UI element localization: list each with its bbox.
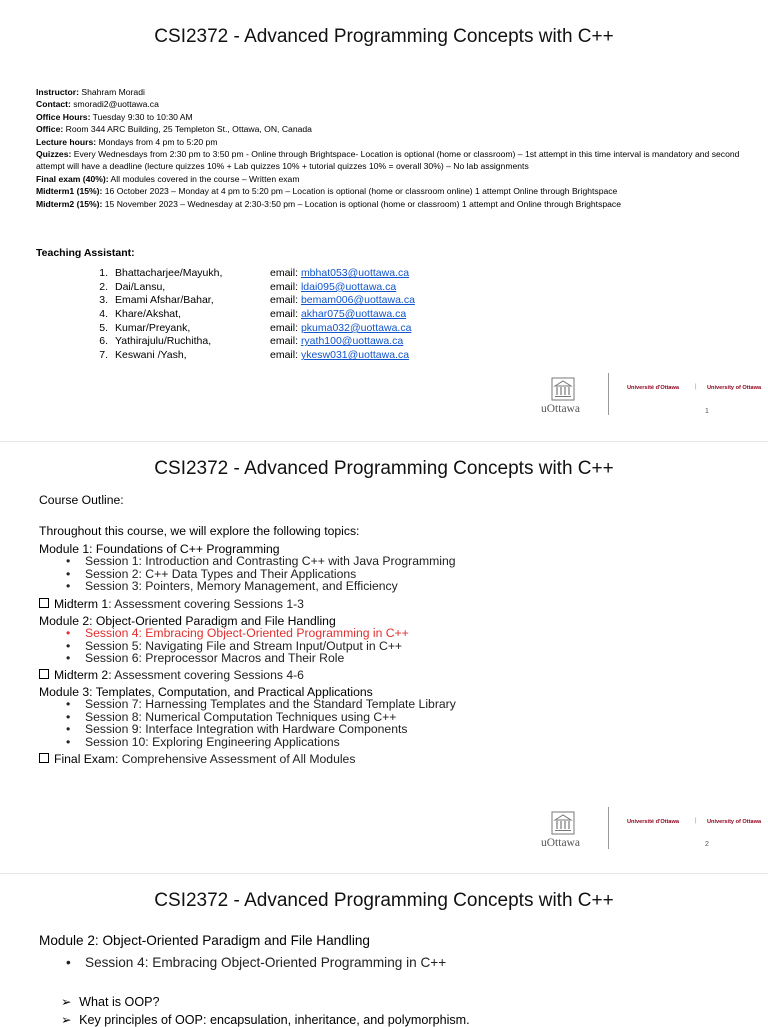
arrow-bullet-icon: ➢ — [61, 995, 72, 1009]
info-final-exam: Final exam (40%): All modules covered in the course – Written exam — [36, 173, 300, 184]
list-item: • Session 7: Harnessing Templates and the Standard Template Library — [66, 698, 456, 711]
ta-heading: Teaching Assistant: — [36, 247, 135, 259]
logo-divider — [608, 807, 609, 849]
slide1-title: CSI2372 - Advanced Programming Concepts with C++ — [154, 26, 614, 47]
info-office-hours: Office Hours: Tuesday 9:30 to 10:30 AM — [36, 111, 193, 122]
logo-divider — [608, 373, 609, 415]
checkbox-icon — [39, 669, 49, 679]
list-item: • Session 9: Interface Integration with Hardware Components — [66, 723, 456, 736]
logo-french-name: Université d'Ottawa — [627, 385, 679, 391]
uottawa-crest-icon — [551, 377, 575, 401]
logo-french-name: Université d'Ottawa — [627, 819, 679, 825]
ta-email-link[interactable]: ryath100@uottawa.ca — [300, 335, 404, 348]
ta-email-link[interactable]: mbhat053@uottawa.ca — [300, 267, 410, 279]
module1-heading: Module 1: Foundations of C++ Programming — [39, 542, 280, 556]
list-item: • Session 10: Exploring Engineering Applications — [66, 736, 456, 749]
final-exam-item: Final Exam: Comprehensive Assessment of All Modules — [39, 752, 355, 766]
uottawa-wordmark: uOttawa — [541, 403, 580, 415]
slide3-module-heading: Module 2: Object-Oriented Paradigm and File Handling — [39, 933, 370, 948]
ta-email-link[interactable]: akhar075@uottawa.ca — [300, 308, 407, 321]
uottawa-crest-icon — [551, 811, 575, 835]
ta-email-link[interactable]: pkuma032@uottawa.ca — [300, 321, 412, 334]
ta-name: Keswani /Yash, — [115, 349, 187, 362]
arrow-bullet-icon: ➢ — [61, 1013, 72, 1027]
list-item: • Session 1: Introduction and Contrasting C++ with Java Programming — [66, 555, 456, 568]
uottawa-wordmark: uOttawa — [541, 837, 580, 849]
module3-heading: Module 3: Templates, Computation, and Practical Applications — [39, 685, 373, 699]
slide-divider — [0, 441, 768, 442]
info-midterm1: Midterm1 (15%): 16 October 2023 – Monday at 4 pm to 5:20 pm – Location is optional (home or classroom online) 1 attempt Online through Brightspace — [36, 186, 618, 197]
midterm1-item: Midterm 1: Assessment covering Sessions 1-3 — [39, 597, 304, 611]
list-item: • Session 2: C++ Data Types and Their Applications — [66, 568, 456, 581]
slide3-session: • Session 4: Embracing Object-Oriented Programming in C++ — [66, 955, 447, 970]
ta-name: Yathirajulu/Ruchitha, — [115, 335, 212, 348]
page-number-1: 1 — [705, 408, 709, 415]
list-item: • Session 8: Numerical Computation Techniques using C++ — [66, 711, 456, 724]
info-midterm2: Midterm2 (15%): 15 November 2023 – Wednesday at 2:30-3:50 pm – Location is optional (home or classroom) 1 attempt and Online through Brightspace — [36, 198, 622, 209]
list-item: ➢ Key principles of OOP: encapsulation, inheritance, and polymorphism. — [61, 1013, 470, 1027]
module2-sessions — [66, 627, 409, 665]
course-info — [36, 86, 761, 210]
info-quizzes: Quizzes: Every Wednesdays from 2:30 pm to 3:50 pm - Online through Brightspace- Location is optional (home or classroom) – 1st attempt in this time interval is mandatory and second attempt will have a deadline (lecture quizzes 10% + Lab quizzes 10% + tutorial quizzes 10% = overall 30%) – No lab assignments — [36, 149, 740, 172]
info-instructor: Instructor: Shahram Moradi — [36, 87, 145, 97]
logo-english-name: University of Ottawa — [707, 385, 762, 391]
outline-intro: Throughout this course, we will explore the following topics: — [39, 524, 360, 538]
page-number-2: 2 — [705, 841, 709, 848]
slide-divider — [0, 873, 768, 874]
ta-name: Dai/Lansu, — [115, 280, 166, 293]
bullet-icon: • — [66, 955, 71, 970]
checkbox-icon — [39, 598, 49, 608]
ta-email-link[interactable]: ykesw031@uottawa.ca — [300, 349, 410, 362]
list-item: • Session 5: Navigating File and Stream Input/Output in C++ — [66, 640, 409, 653]
midterm2-item: Midterm 2: Assessment covering Sessions 4-6 — [39, 668, 304, 682]
slide3-title: CSI2372 - Advanced Programming Concepts with C++ — [154, 890, 614, 911]
list-item: • Session 3: Pointers, Memory Management, and Efficiency — [66, 580, 456, 593]
ta-name: Kumar/Preyank, — [115, 321, 191, 334]
module2-heading: Module 2: Object-Oriented Paradigm and File Handling — [39, 614, 336, 628]
list-item-highlighted: • Session 4: Embracing Object-Oriented Programming in C++ — [66, 627, 409, 640]
course-outline-label: Course Outline: — [39, 493, 124, 507]
logo-english-name: University of Ottawa — [707, 819, 762, 825]
list-item: • Session 6: Preprocessor Macros and Their Role — [66, 652, 409, 665]
ta-email-link[interactable]: ldai095@uottawa.ca — [300, 280, 397, 293]
module1-sessions — [66, 555, 456, 593]
list-item: ➢ What is OOP? — [61, 995, 160, 1009]
ta-name: Emami Afshar/Bahar, — [115, 294, 214, 307]
module3-sessions — [66, 698, 456, 748]
info-office: Office: Room 344 ARC Building, 25 Templeton St., Ottawa, ON, Canada — [36, 124, 312, 135]
checkbox-icon — [39, 753, 49, 763]
ta-name: Bhattacharjee/Mayukh, — [115, 267, 223, 279]
slide2-title: CSI2372 - Advanced Programming Concepts with C++ — [154, 458, 614, 479]
ta-email-link[interactable]: bemam006@uottawa.ca — [300, 294, 415, 307]
ta-name: Khare/Akshat, — [115, 308, 181, 321]
info-contact: Contact: smoradi2@uottawa.ca — [36, 99, 159, 110]
info-lecture-hours: Lecture hours: Mondays from 4 pm to 5:20 pm — [36, 136, 218, 147]
